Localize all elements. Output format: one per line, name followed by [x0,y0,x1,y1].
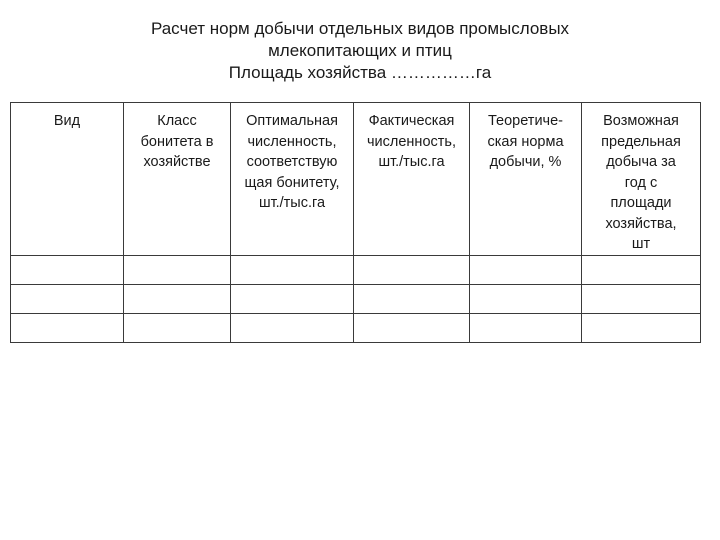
header-actual-count-label: Фактическая численность, шт./тыс.га [367,113,456,170]
title-line-2: млекопитающих и птиц [268,41,452,60]
header-possible-harvest-label: Возможная предельная добыча за год с площади хозяйства, шт [601,113,681,252]
title-line-1: Расчет норм добычи отдельных видов промысловых [150,19,570,38]
header-species-label: Вид [53,113,81,129]
header-bonitet-class [124,103,231,256]
table-row [11,313,701,342]
table-cell [470,255,582,284]
table-cell [11,313,124,342]
table-cell [124,313,231,342]
table-cell [231,313,354,342]
table-cell [231,255,354,284]
header-bonitet-class-label: Класс бонитета в хозяйстве [140,113,214,170]
page-title [0,18,720,84]
header-theoretical-norm [470,103,582,256]
table-cell [582,255,701,284]
table-cell [231,284,354,313]
table-cell [470,284,582,313]
table-cell [582,284,701,313]
norms-table [10,102,701,343]
table-cell [470,313,582,342]
table-cell [354,284,470,313]
table-cell [354,255,470,284]
header-optimal-count [231,103,354,256]
table-cell [582,313,701,342]
header-species [11,103,124,256]
table-row [11,255,701,284]
table-cell [124,255,231,284]
header-optimal-count-label: Оптимальная численность, соответствую щая бонитету, шт./тыс.га [244,113,340,211]
table-header-row [11,103,701,256]
header-theoretical-norm-label: Теоретиче- ская норма добычи, % [487,113,564,170]
table-row [11,284,701,313]
table-cell [11,284,124,313]
table-cell [11,255,124,284]
header-actual-count [354,103,470,256]
table-cell [124,284,231,313]
table-cell [354,313,470,342]
title-line-3: Площадь хозяйства ……………га [228,63,492,82]
header-possible-harvest [582,103,701,256]
